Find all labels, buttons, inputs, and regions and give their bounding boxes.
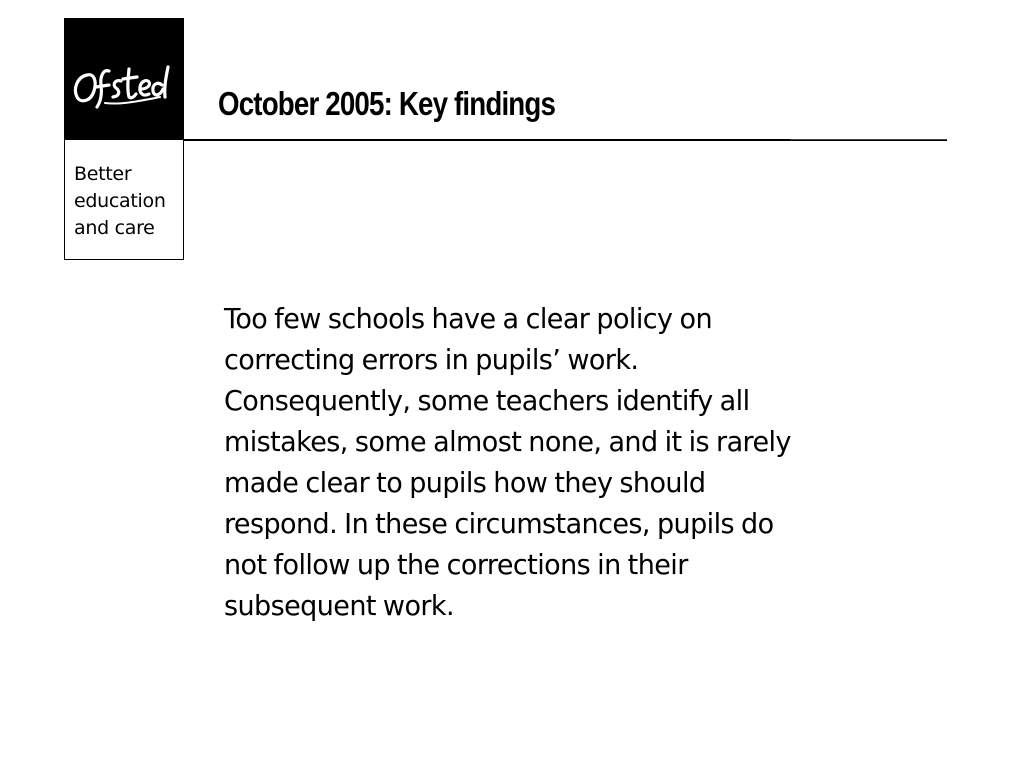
tagline-line: Better [74, 163, 132, 185]
logo-tagline [74, 161, 166, 242]
body-line: respond. In these circumstances, pupils do [224, 507, 774, 540]
title-divider-extension [790, 139, 947, 140]
tagline-line: and care [74, 217, 155, 239]
ofsted-wordmark [65, 19, 183, 140]
body-line: correcting errors in pupils’ work. [224, 343, 639, 376]
slide-body-paragraph [224, 298, 880, 626]
ofsted-logo [64, 18, 184, 260]
body-line: Too few schools have a clear policy on [224, 302, 712, 335]
body-line: Consequently, some teachers identify all [224, 384, 750, 417]
ofsted-wordmark-panel [65, 19, 183, 140]
slide-title: October 2005: Key findings [218, 85, 556, 122]
body-line: not follow up the corrections in their [224, 548, 688, 581]
tagline-line: education [74, 190, 166, 212]
body-line: subsequent work. [224, 589, 455, 622]
body-line: mistakes, some almost none, and it is rarely [224, 425, 791, 458]
body-line: made clear to pupils how they should [224, 466, 706, 499]
